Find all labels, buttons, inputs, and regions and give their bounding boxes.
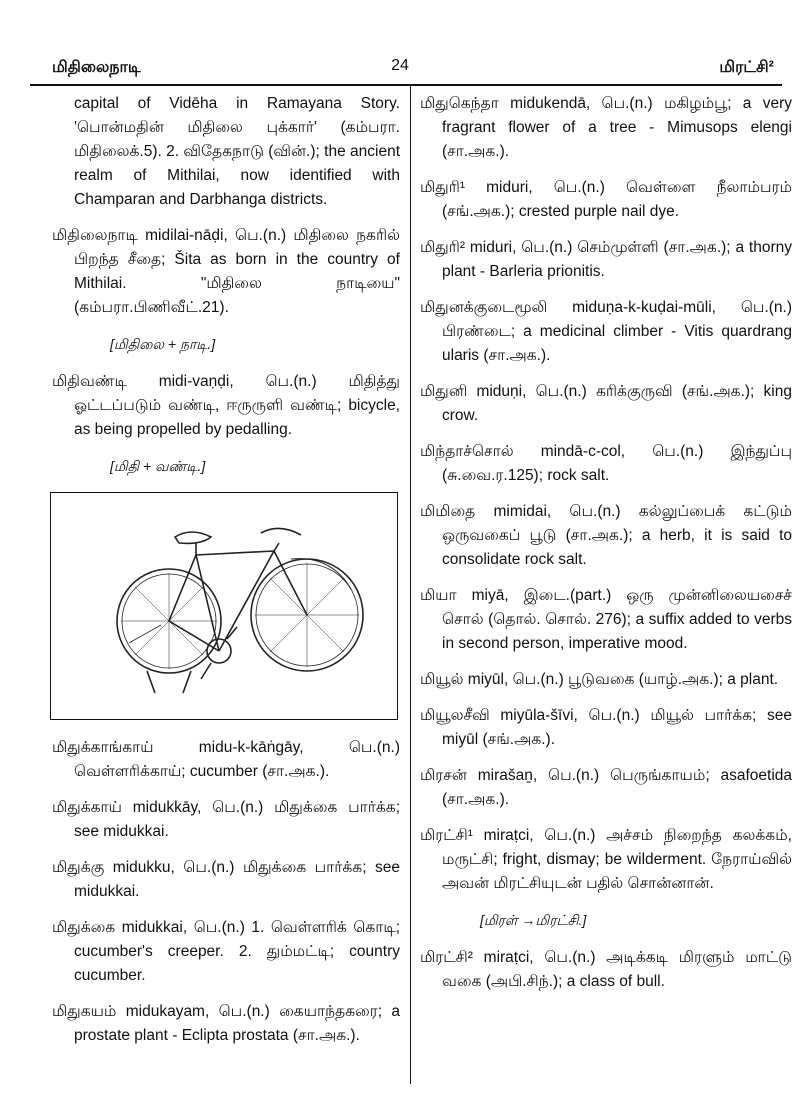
bicycle-illustration-frame xyxy=(50,492,398,720)
column-divider xyxy=(410,84,411,1084)
right-column xyxy=(420,92,792,1006)
entry-midi-vandi: மிதிவண்டி midi-vaṇḍi, பெ.(n.) மிதித்து ஓட்டப்படும் வண்டி, ஈருருளி வண்டி; bicycle, as being propelled by pedalling. xyxy=(52,373,400,438)
entry-mimidai: மிமிதை mimidai, பெ.(n.) கல்லுப்பைக் கட்டும் ஒருவகைப் பூடு (சா.அக.); a herb, it is said to consolidate rock salt. xyxy=(420,503,792,568)
etymology: [மிதி + வண்டி.] xyxy=(110,458,206,474)
entry-midukku: மிதுக்கு midukku, பெ.(n.) மிதுக்கை பார்க்க; see midukkai. xyxy=(52,859,400,900)
entry-mirasan: மிரசன் mirašaṉ, பெ.(n.) பெருங்காயம்; asafoetida (சா.அக.). xyxy=(420,767,792,808)
entry-miratci-1: மிரட்சி¹ miraṭci, பெ.(n.) அச்சம் நிறைந்த கலக்கம், மருட்சி; fright, dismay; be wilderment. நேராய்வில் அவன் மிரட்சியுடன் பதில் சொன்னான். xyxy=(420,827,792,892)
entry-miratci-2: மிரட்சி² miraṭci, பெ.(n.) அடிக்கடி மிரளும் மாட்டு வகை (அபி.சிந்.); a class of bull. xyxy=(420,949,792,990)
entry-miduri-1: மிதுரி¹ miduri, பெ.(n.) வெள்ளை நீலாம்பரம் (சங்.அக.); crested purple nail dye. xyxy=(420,179,792,220)
running-head-right: மிரட்சி² xyxy=(719,59,774,76)
entry-midukenda: மிதுகெந்தா midukendā, பெ.(n.) மகிழம்பூ; a very fragrant flower of a tree - Mimusops elengi (சா.அக.). xyxy=(420,95,792,160)
entry-miyula-sivi: மியூலசீவி miyūla-šīvi, பெ.(n.) மியூல் பார்க்க; see miyūl (சங்.அக.). xyxy=(420,707,792,748)
entry-miduni: மிதுனி miduṇi, பெ.(n.) கரிக்குருவி (சங்.அக.); king crow. xyxy=(420,383,792,424)
entry-midukkai: மிதுக்கை midukkai, பெ.(n.) 1. வெள்ளரிக் கொடி; cucumber's creeper. 2. தும்மட்டி; country cucumber. xyxy=(52,919,400,984)
entry-continuation: capital of Vidēha in Ramayana Story. 'பொன்மதின் மிதிலை புக்கார்' (கம்பரா. மிதிலைக்.5). 2. விதேகநாடு (வின்.); the ancient realm of Mithilai, now identified with Champaran and Darbhanga districts. xyxy=(74,95,400,208)
left-column xyxy=(52,92,400,1060)
entry-midilai-nadi: மிதிலைநாடி midilai-nāḍi, பெ.(n.) மிதிலை நகரில் பிறந்த சீதை; Šita as born in the country of Mithilai. "மிதிலை நாடியை" (கம்பரா.பிணிவீட்.21). xyxy=(52,227,400,316)
page-number: 24 xyxy=(391,57,409,74)
header-rule xyxy=(30,84,782,86)
entry-miya: மியா miyā, இடை.(part.) ஒரு முன்னிலையசைச் சொல் (தொல். சொல். 276); a suffix added to verbs in second person, imperative mood. xyxy=(420,587,792,652)
entry-miyul: மியூல் miyūl, பெ.(n.) பூடுவகை (யாழ்.அக.); a plant. xyxy=(420,671,779,688)
etymology: [மிரள் →மிரட்சி.] xyxy=(480,912,587,928)
entry-midukayam: மிதுகயம் midukayam, பெ.(n.) கையாந்தகரை; a prostate plant - Eclipta prostata (சா.அக.). xyxy=(52,1003,400,1044)
bicycle-icon xyxy=(51,493,397,719)
entry-miduna-k-kudai-muli: மிதுனக்குடைமூலி miduṇa-k-kuḍai-mūli, பெ.(n.) பிரண்டை; a medicinal climber - Vitis quardrang ularis (சா.அக.). xyxy=(420,299,792,364)
entry-midu-k-kangay: மிதுக்காங்காய் midu-k-kāṅgāy, பெ.(n.) வெள்ளரிக்காய்; cucumber (சா.அக.). xyxy=(52,739,400,780)
entry-miduri-2: மிதுரி² miduri, பெ.(n.) செம்முள்ளி (சா.அக.); a thorny plant - Barleria prionitis. xyxy=(420,239,792,280)
entry-midukkay: மிதுக்காய் midukkāy, பெ.(n.) மிதுக்கை பார்க்க; see midukkai. xyxy=(52,799,400,840)
entry-minda-c-col: மிந்தாச்சொல் mindā-c-col, பெ.(n.) இந்துப்பு (சு.வை.ர.125); rock salt. xyxy=(420,443,792,484)
etymology: [மிதிலை + நாடி.] xyxy=(110,336,216,352)
running-head-left: மிதிலைநாடி xyxy=(52,59,141,76)
